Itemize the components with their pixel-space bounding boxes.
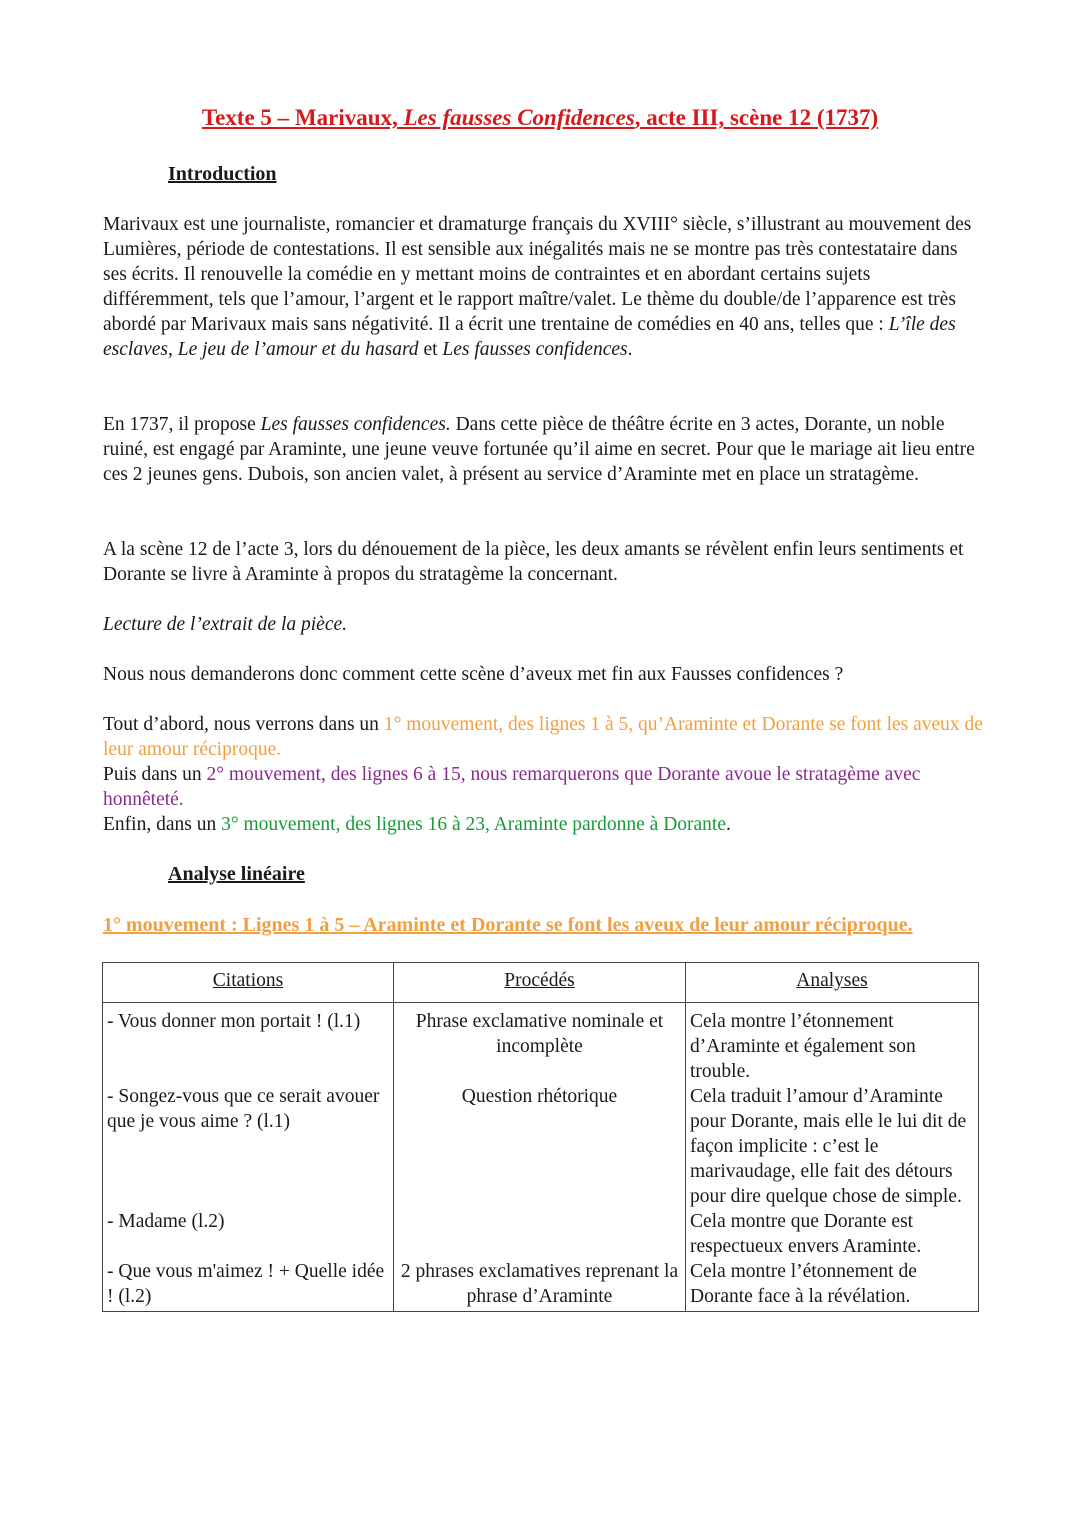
citation-cell: - Vous donner mon portait ! (l.1) bbox=[103, 1003, 394, 1085]
header-procedes: Procédés bbox=[394, 963, 686, 1003]
intro-paragraph-2 bbox=[103, 412, 983, 487]
intro-p2-start: En 1737, il propose bbox=[103, 414, 261, 435]
procede-cell bbox=[394, 1209, 686, 1259]
intro-paragraph-3: A la scène 12 de l’acte 3, lors du dénouement de la pièce, les deux amants se révèlent enfin leurs sentiments et Dorante se livre à Araminte à propos du stratagème la concernant. bbox=[103, 539, 964, 585]
procede-cell: Question rhétorique bbox=[394, 1084, 686, 1209]
table-row bbox=[103, 1259, 979, 1312]
intro-paragraph-1 bbox=[103, 212, 983, 362]
plan-movement-1: 1° mouvement, des lignes 1 à 5, qu’Araminte et Dorante se font les aveux de leur amour réciproque. bbox=[103, 714, 983, 760]
procede-cell: 2 phrases exclamatives reprenant la phrase d’Araminte bbox=[394, 1259, 686, 1312]
procede-cell: Phrase exclamative nominale et incomplète bbox=[394, 1003, 686, 1085]
analyse-cell: Cela montre l’étonnement de Dorante face à la révélation. bbox=[686, 1259, 979, 1312]
reading-note bbox=[103, 612, 983, 637]
plan-movement-3: 3° mouvement, des lignes 16 à 23, Araminte pardonne à Dorante bbox=[221, 814, 726, 835]
movement-1-heading: 1° mouvement : Lignes 1 à 5 – Araminte et Dorante se font les aveux de leur amour réciproque. bbox=[103, 914, 913, 936]
table-row bbox=[103, 1003, 979, 1085]
plan-m2-lead: Puis dans un bbox=[103, 764, 207, 785]
citation-cell: - Madame (l.2) bbox=[103, 1209, 394, 1259]
title-suffix: , acte III, scène 12 (1737) bbox=[634, 105, 879, 130]
citation-cell: - Songez-vous que ce serait avouer que je vous aime ? (l.1) bbox=[103, 1084, 394, 1209]
plan-m3-end: . bbox=[726, 814, 731, 835]
title-prefix: Texte 5 – Marivaux, bbox=[201, 105, 404, 130]
title-work: Les fausses Confidences bbox=[403, 105, 635, 130]
intro-p1-sep1: , bbox=[167, 339, 178, 360]
plan-paragraph bbox=[103, 712, 983, 837]
plan-m1-lead: Tout d’abord, nous verrons dans un bbox=[103, 714, 384, 735]
table-row bbox=[103, 1084, 979, 1209]
analysis-heading: Analyse linéaire bbox=[168, 863, 305, 885]
intro-p1-work1: L’île des esclaves bbox=[103, 314, 956, 360]
plan-m3-lead: Enfin, dans un bbox=[103, 814, 222, 835]
intro-p1-sep2: et bbox=[418, 339, 443, 360]
document-title bbox=[0, 104, 1080, 132]
analyse-cell: Cela montre l’étonnement d’Araminte et également son trouble. bbox=[686, 1003, 979, 1085]
reading-text: Lecture de l’extrait de la pièce. bbox=[103, 614, 348, 635]
analysis-table bbox=[102, 962, 979, 1312]
table-header-row bbox=[103, 963, 979, 1003]
intro-p2-rest: Dans cette pièce de théâtre écrite en 3 actes, Dorante, un noble ruiné, est engagé par Araminte, une jeune veuve fortunée qu’il aime en secret. Pour que le mariage ait lieu entre ces 2 jeunes gens. Dubois, son ancien valet, à présent au service d’Araminte met en place un stratagème. bbox=[103, 414, 975, 485]
analyse-cell: Cela montre que Dorante est respectueux envers Araminte. bbox=[686, 1209, 979, 1259]
intro-p1-work3: Les fausses confidences bbox=[442, 339, 628, 360]
problematique: Nous nous demanderons donc comment cette scène d’aveux met fin aux Fausses confidences ? bbox=[103, 664, 844, 685]
intro-p2-work: Les fausses confidences. bbox=[260, 414, 451, 435]
intro-p1-text: Marivaux est une journaliste, romancier et dramaturge français du XVIII° siècle, s’illustrant au mouvement des Lumières, période de contestations. Il est sensible aux inégalités mais ne se montre pas très contestataire dans ses écrits. Il renouvelle la comédie en y mettant moins de contraintes et en abordant certains sujets différemment, tels que l’amour, l’argent et le rapport maître/valet. Le thème du double/de l’apparence est très abordé par Marivaux mais sans négativité. Il a écrit une trentaine de comédies en 40 ans, telles que : bbox=[103, 214, 972, 335]
header-analyses: Analyses bbox=[686, 963, 979, 1003]
intro-p1-work2: Le jeu de l’amour et du hasard bbox=[177, 339, 419, 360]
table-row bbox=[103, 1209, 979, 1259]
analyse-cell: Cela traduit l’amour d’Araminte pour Dorante, mais elle le lui dit de façon implicite : c’est le marivaudage, elle fait des détours pour dire quelque chose de simple. bbox=[686, 1084, 979, 1209]
citation-cell: - Que vous m'aimez ! + Quelle idée ! (l.2) bbox=[103, 1259, 394, 1312]
introduction-heading: Introduction bbox=[168, 163, 277, 185]
header-citations: Citations bbox=[103, 963, 394, 1003]
intro-p1-end: . bbox=[627, 339, 633, 360]
plan-movement-2: 2° mouvement, des lignes 6 à 15, nous remarquerons que Dorante avoue le stratagème avec honnêteté. bbox=[103, 764, 921, 810]
